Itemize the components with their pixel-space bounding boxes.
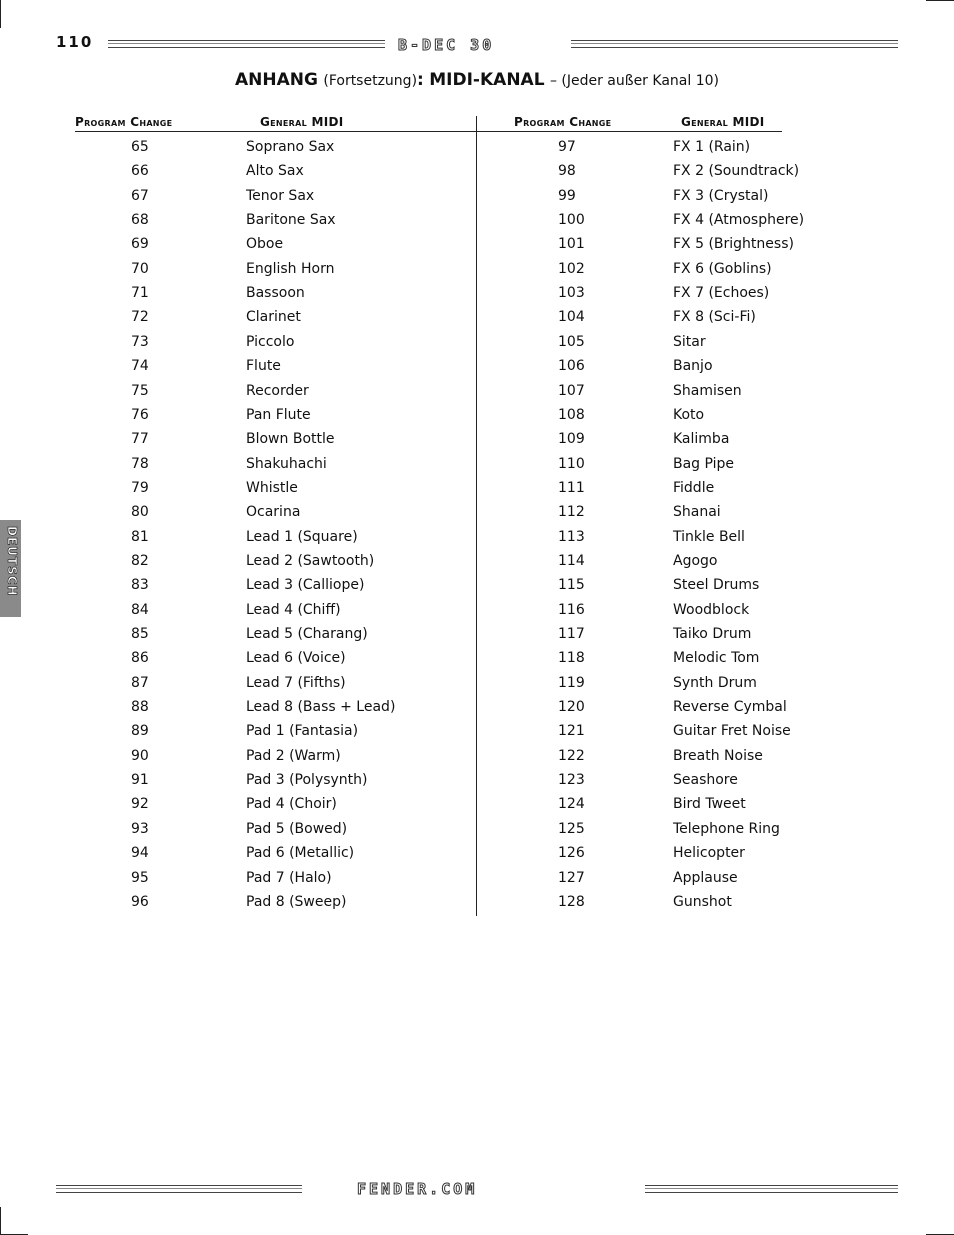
program-number: 66: [131, 163, 149, 180]
crop-mark-bottom-left-v: [0, 1207, 1, 1235]
program-number: 101: [558, 236, 585, 253]
instrument-name: Taiko Drum: [673, 626, 752, 642]
program-number: 89: [131, 723, 149, 740]
instrument-name: Lead 4 (Chiff): [246, 601, 341, 618]
instrument-name: FX 4 (Atmosphere): [673, 212, 805, 229]
instrument-name: Lead 7 (Fifths): [246, 674, 346, 691]
footer-website: FENDER.COM: [357, 1180, 478, 1198]
instrument-name: Soprano Sax: [246, 139, 335, 155]
instrument-name: Tinkle Bell: [673, 528, 745, 545]
instrument-name: Melodic Tom: [673, 650, 760, 667]
instrument-name: Clarinet: [246, 309, 301, 326]
model-logo: B-DEC 30: [398, 36, 495, 54]
program-number: 98: [558, 163, 576, 180]
program-number: 69: [131, 236, 149, 253]
program-number: 123: [558, 772, 585, 789]
crop-mark-top-right-h: [926, 0, 954, 1]
left-header-general-midi: General MIDI: [260, 115, 344, 129]
program-number: 116: [558, 601, 585, 618]
program-number: 118: [558, 650, 585, 667]
instrument-name: FX 5 (Brightness): [673, 236, 794, 253]
crop-mark-top-left-v: [0, 0, 1, 28]
title-paren: (Fortsetzung): [323, 73, 418, 89]
instrument-name: Agogo: [673, 552, 718, 569]
instrument-name: Guitar Fret Noise: [673, 723, 791, 740]
program-number: 99: [558, 187, 576, 204]
program-number: 83: [131, 577, 149, 594]
instrument-name: Shakuhachi: [246, 455, 327, 472]
program-number: 107: [558, 382, 585, 399]
left-header-program-change: Program Change: [75, 115, 173, 129]
instrument-name: Seashore: [673, 772, 738, 789]
instrument-name: Shamisen: [673, 382, 742, 399]
program-number: 79: [131, 479, 149, 496]
side-tab-label: DEUTSCH: [5, 526, 19, 597]
program-number: 88: [131, 699, 149, 716]
instrument-name: Baritone Sax: [246, 212, 336, 229]
instrument-name: Lead 8 (Bass + Lead): [246, 699, 396, 716]
program-number: 76: [131, 406, 149, 423]
title-colon: :: [417, 70, 424, 90]
program-number: 84: [131, 601, 149, 618]
instrument-name: Pad 8 (Sweep): [246, 893, 347, 910]
instrument-name: Pan Flute: [246, 406, 311, 423]
right-header-program-change: Program Change: [514, 115, 612, 129]
instrument-name: Koto: [673, 406, 705, 423]
instrument-name: Kalimba: [673, 431, 730, 448]
title-note: – (Jeder außer Kanal 10): [549, 73, 719, 89]
program-number: 110: [558, 455, 585, 472]
instrument-name: Pad 3 (Polysynth): [246, 772, 368, 789]
instrument-name: Telephone Ring: [673, 820, 780, 837]
right-header-general-midi: General MIDI: [681, 115, 765, 129]
instrument-name: FX 3 (Crystal): [673, 187, 769, 204]
instrument-name: Reverse Cymbal: [673, 699, 787, 716]
program-number: 67: [131, 187, 149, 204]
instrument-name: Woodblock: [673, 601, 750, 618]
instrument-name: Lead 5 (Charang): [246, 626, 368, 642]
program-number: 120: [558, 699, 585, 716]
program-number: 93: [131, 820, 149, 837]
program-number: 109: [558, 431, 585, 448]
program-number: 70: [131, 260, 149, 277]
instrument-name: Lead 6 (Voice): [246, 650, 346, 667]
instrument-name: Banjo: [673, 358, 713, 375]
program-number: 78: [131, 455, 149, 472]
program-number: 77: [131, 431, 149, 448]
program-number: 124: [558, 796, 585, 813]
program-number: 86: [131, 650, 149, 667]
program-number: 68: [131, 212, 149, 229]
program-number: 94: [131, 845, 149, 862]
program-number: 104: [558, 309, 585, 326]
instrument-name: Ocarina: [246, 504, 301, 521]
instrument-name: Bird Tweet: [673, 796, 746, 813]
instrument-name: Helicopter: [673, 845, 745, 862]
program-number: 115: [558, 577, 585, 594]
instrument-name: Applause: [673, 869, 738, 886]
program-number: 114: [558, 552, 585, 569]
program-number: 100: [558, 212, 585, 229]
instrument-name: Pad 4 (Choir): [246, 796, 337, 813]
program-number: 111: [558, 479, 585, 496]
program-number: 82: [131, 552, 149, 569]
program-number: 72: [131, 309, 149, 326]
program-number: 119: [558, 674, 585, 691]
instrument-name: Shanai: [673, 504, 721, 521]
program-number: 103: [558, 285, 585, 302]
instrument-name: FX 8 (Sci-Fi): [673, 309, 756, 326]
instrument-name: Tenor Sax: [246, 187, 315, 204]
page-title: [0, 70, 954, 90]
program-number: 95: [131, 869, 149, 886]
program-number: 96: [131, 893, 149, 910]
instrument-name: Synth Drum: [673, 674, 757, 691]
page-number: 110: [56, 33, 94, 51]
program-number: 90: [131, 747, 149, 764]
instrument-name: Bassoon: [246, 285, 305, 302]
program-number: 102: [558, 260, 585, 277]
instrument-name: Pad 7 (Halo): [246, 869, 332, 886]
program-number: 128: [558, 893, 585, 910]
program-number: 74: [131, 358, 149, 375]
instrument-name: Blown Bottle: [246, 431, 335, 448]
program-number: 127: [558, 869, 585, 886]
program-number: 106: [558, 358, 585, 375]
instrument-name: Pad 5 (Bowed): [246, 820, 348, 837]
instrument-name: FX 2 (Soundtrack): [673, 163, 800, 180]
instrument-name: Pad 2 (Warm): [246, 747, 341, 764]
program-number: 97: [558, 139, 576, 155]
right-table-header: [477, 115, 782, 132]
footer-rule-right: [645, 1185, 898, 1193]
program-number: 126: [558, 845, 585, 862]
instrument-name: Alto Sax: [246, 163, 304, 180]
instrument-name: FX 1 (Rain): [673, 139, 751, 155]
program-number: 91: [131, 772, 149, 789]
instrument-name: Fiddle: [673, 479, 715, 496]
program-number: 87: [131, 674, 149, 691]
instrument-name: FX 6 (Goblins): [673, 260, 772, 277]
instrument-name: Recorder: [246, 382, 309, 399]
instrument-name: Pad 6 (Metallic): [246, 845, 355, 862]
instrument-name: Sitar: [673, 333, 706, 350]
instrument-name: Piccolo: [246, 333, 295, 350]
title-section: MIDI-KANAL: [429, 70, 545, 90]
instrument-name: Lead 1 (Square): [246, 528, 358, 545]
instrument-name: Steel Drums: [673, 577, 760, 594]
program-number: 121: [558, 723, 585, 740]
program-number: 73: [131, 333, 149, 350]
program-number: 92: [131, 796, 149, 813]
program-number: 65: [131, 139, 149, 155]
left-table-header: [75, 115, 476, 132]
instrument-name: Lead 2 (Sawtooth): [246, 552, 375, 569]
instrument-name: English Horn: [246, 260, 335, 277]
program-number: 71: [131, 285, 149, 302]
program-number: 105: [558, 333, 585, 350]
program-number: 75: [131, 382, 149, 399]
instrument-name: Bag Pipe: [673, 455, 735, 472]
header-rule-left: [108, 40, 385, 48]
instrument-name: Whistle: [246, 479, 298, 496]
header-rule-right: [571, 40, 898, 48]
program-number: 81: [131, 528, 149, 545]
program-number: 125: [558, 820, 585, 837]
program-number: 117: [558, 626, 585, 642]
instrument-name: Lead 3 (Calliope): [246, 577, 365, 594]
program-number: 122: [558, 747, 585, 764]
instrument-name: Breath Noise: [673, 747, 763, 764]
instrument-name: Pad 1 (Fantasia): [246, 723, 359, 740]
instrument-name: FX 7 (Echoes): [673, 285, 770, 302]
program-number: 108: [558, 406, 585, 423]
program-number: 112: [558, 504, 585, 521]
program-number: 80: [131, 504, 149, 521]
instrument-name: Gunshot: [673, 893, 732, 910]
instrument-name: Flute: [246, 358, 281, 375]
title-main: ANHANG: [235, 70, 318, 90]
program-number: 113: [558, 528, 585, 545]
column-divider: [476, 116, 477, 916]
instrument-name: Oboe: [246, 236, 284, 253]
program-number: 85: [131, 626, 149, 642]
footer-rule-left: [56, 1185, 302, 1193]
